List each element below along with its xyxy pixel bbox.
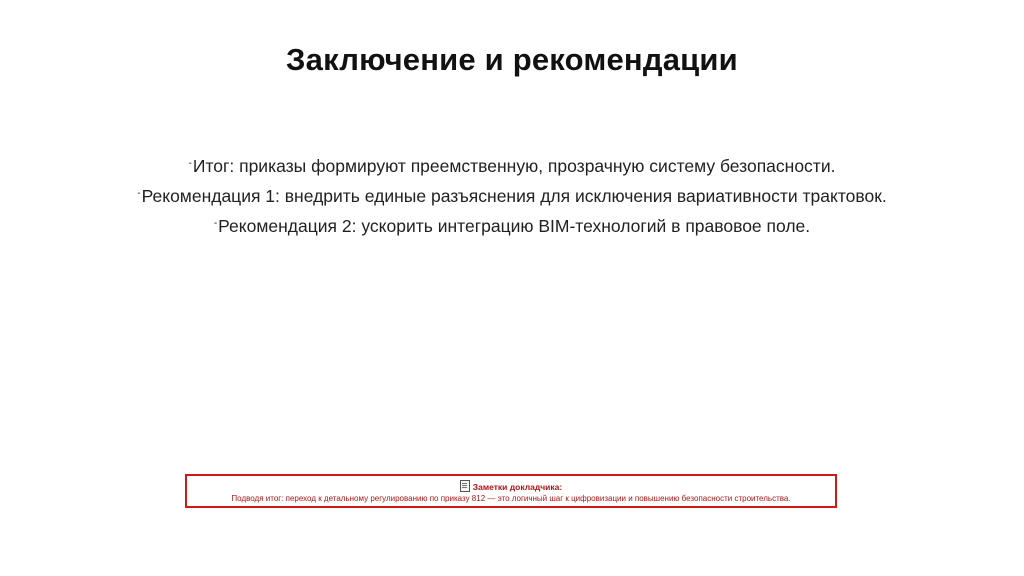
speaker-notes-title: Заметки докладчика: [472, 482, 563, 492]
bullet-text: Рекомендация 1: внедрить единые разъяснения для исключения вариативности трактовок. [141, 186, 887, 206]
speaker-notes-box [185, 474, 837, 508]
bullet-text: Итог: приказы формируют преемственную, прозрачную систему безопасности. [192, 156, 836, 176]
bullet-marker: - [188, 158, 192, 169]
notepad-icon [460, 480, 470, 492]
speaker-notes-header [187, 480, 835, 493]
bullet-item [0, 153, 1024, 183]
bullet-list [0, 153, 1024, 243]
slide-title: Заключение и рекомендации [286, 42, 738, 77]
bullet-marker: - [137, 188, 141, 199]
bullet-marker: - [213, 218, 218, 229]
bullet-text: Рекомендация 2: ускорить интеграцию BIM-технологий в правовое поле. [218, 216, 811, 236]
speaker-notes-text: Подводя итог: переход к детальному регулированию по приказу 812 — это логичный шаг к цифровизации и повышению безопасности строительства. [231, 494, 791, 503]
bullet-item [0, 213, 1024, 243]
bullet-item [0, 183, 1024, 213]
